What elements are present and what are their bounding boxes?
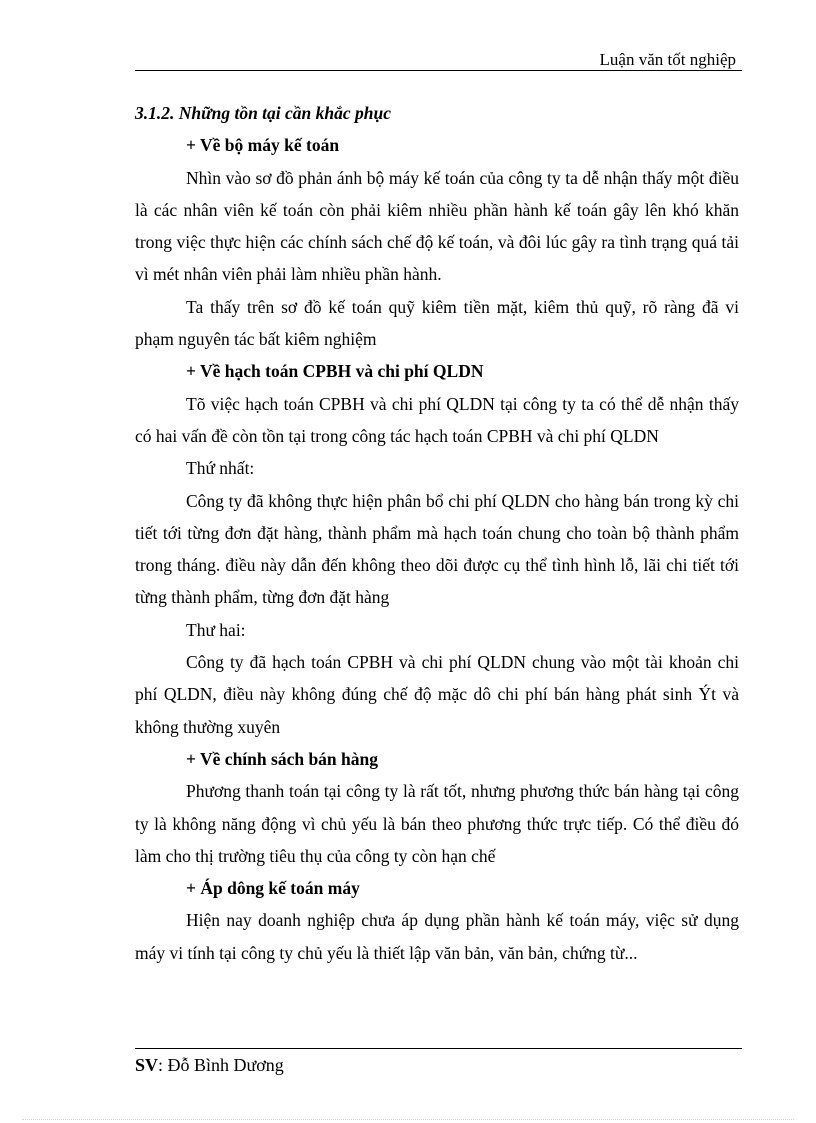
footer-author-name: Đỗ Bình Dương <box>167 1055 284 1075</box>
footer-divider <box>135 1048 742 1049</box>
page-edge <box>22 1119 794 1120</box>
footer-separator: : <box>158 1055 168 1075</box>
paragraph: Công ty đã hạch toán CPBH và chi phí QLDN chung vào một tài khoản chi phí QLDN, điều này không đúng chế độ mặc dô chi phí bán hàng phát sinh Ýt và không thường xuyên <box>135 652 739 737</box>
paragraph: Công ty đã không thực hiện phân bổ chi phí QLDN cho hàng bán trong kỳ chi tiết tới từng đơn đặt hàng, thành phẩm mà hạch toán chung cho toàn bộ thành phẩm trong tháng. điều này dẫn đến không theo dõi được cụ thể tình hình lỗ, lãi chi tiết tới từng thành phẩm, từng đơn đặt hàng <box>135 490 739 608</box>
subheading-sales-policy: + Về chính sách bán hàng <box>186 748 379 769</box>
section-title: 3.1.2. Những tồn tại cần khắc phục <box>135 103 392 123</box>
paragraph: Phương thanh toán tại công ty là rất tốt, nhưng phương thức bán hàng tại công ty là không năng động vì chủ yếu là bán theo phương thức trực tiếp. Có thể điều đó làm cho thị trường tiêu thụ của công ty còn hạn chế <box>135 781 739 866</box>
paragraph: Tõ việc hạch toán CPBH và chi phí QLDN tại công ty ta có thể dễ nhận thấy có hai vấn đề còn tồn tại trong công tác hạch toán CPBH và chi phí QLDN <box>135 393 739 446</box>
paragraph-first-point: Thứ nhất: <box>186 458 255 479</box>
page-header-title: Luận văn tốt nghiệp <box>599 50 736 69</box>
paragraph: Nhìn vào sơ đồ phản ánh bộ máy kế toán của công ty ta dễ nhận thấy một điều là các nhân viên kế toán còn phải kiêm nhiều phần hành kế toán gây lên khó khăn trong việc thực hiện các chính sách chế độ kế toán, và đôi lúc gây ra tình trạng quá tải vì mét nhân viên phải làm nhiều phần hành. <box>135 167 739 285</box>
page-footer <box>135 1053 284 1077</box>
paragraph: Ta thấy trên sơ đồ kế toán quỹ kiêm tiền mặt, kiêm thủ quỹ, rõ ràng đã vi phạm nguyên tác bất kiêm nghiệm <box>135 296 739 350</box>
footer-label: SV <box>135 1055 159 1075</box>
paragraph: Hiện nay doanh nghiệp chưa áp dụng phần hành kế toán máy, việc sử dụng máy vi tính tại công ty chủ yếu là thiết lập văn bản, văn bản, chứng từ... <box>135 910 739 963</box>
subheading-cost-accounting: + Về hạch toán CPBH và chi phí QLDN <box>186 361 484 382</box>
paragraph-second-point: Thư hai: <box>186 619 246 640</box>
document-body <box>135 97 739 969</box>
subheading-computer-accounting: + Áp dông kế toán máy <box>186 878 360 899</box>
subheading-accounting-apparatus: + Về bộ máy kế toán <box>186 135 340 156</box>
header-divider <box>135 70 742 71</box>
